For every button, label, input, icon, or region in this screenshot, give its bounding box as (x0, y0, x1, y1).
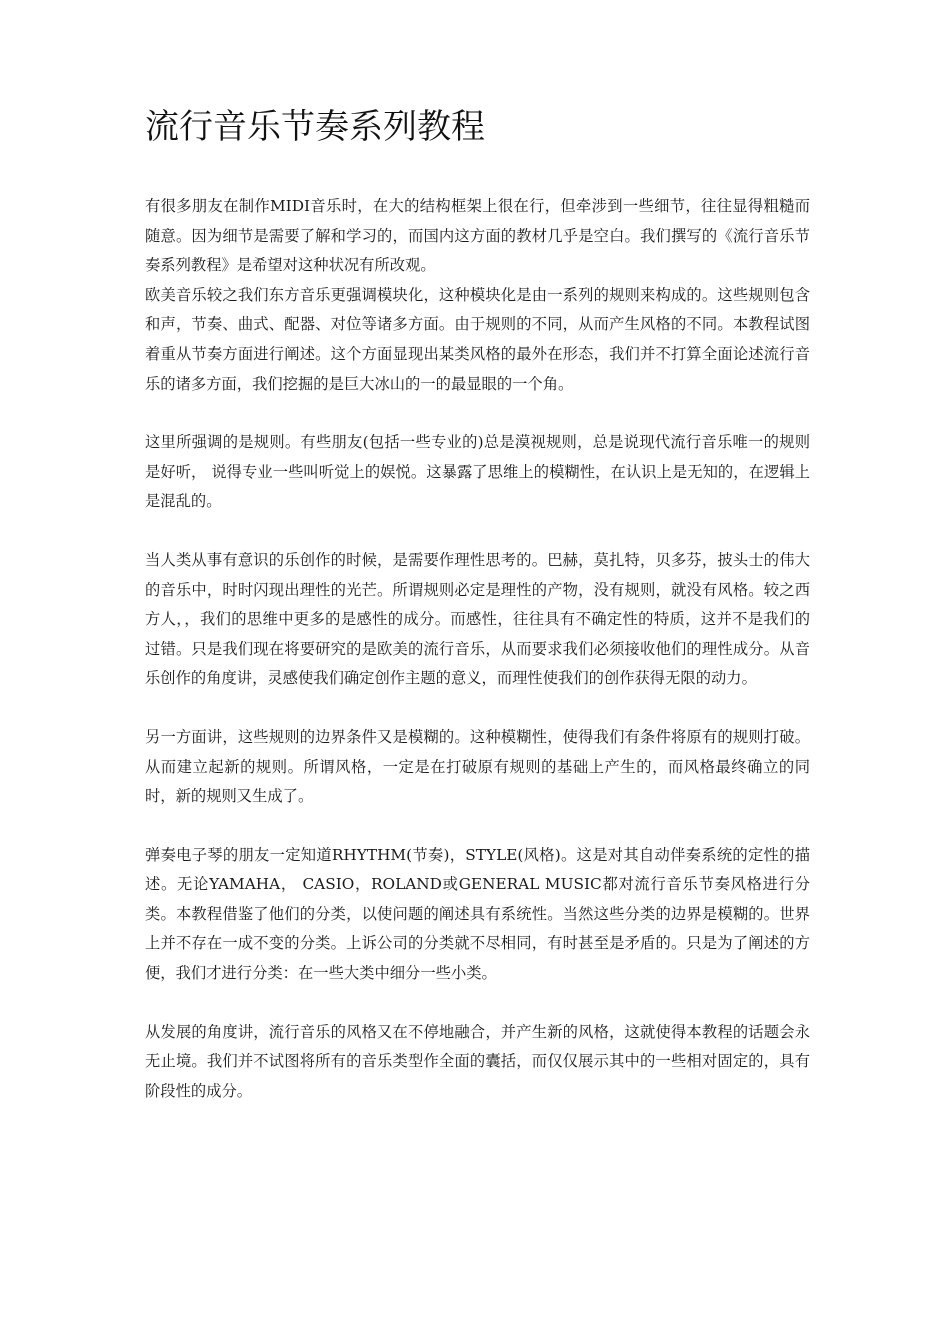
paragraph-boundaries: 另一方面讲，这些规则的边界条件又是模糊的。这种模糊性，使得我们有条件将原有的规则打破。从而建立起新的规则。所谓风格，一定是在打破原有规则的基础上产生的，而风格最终确立的同时，新的规则又生成了。 (145, 727, 810, 806)
paragraph-development: 从发展的角度讲，流行音乐的风格又在不停地融合，并产生新的风格，这就使得本教程的话题会永无止境。我们并不试图将所有的音乐类型作全面的囊括，而仅仅展示其中的一些相对固定的，具有阶段性的成分。 (145, 1022, 810, 1100)
page-title: 流行音乐节奏系列教程 (145, 107, 485, 147)
paragraph-classification: 弹奏电子琴的朋友一定知道RHYTHM(节奏)，STYLE(风格)。这是对其自动伴奏系统的定性的描述。无论YAMAHA， CASIO，ROLAND或GENERAL MUSIC都对流行音乐节奏风格进行分类。本教程借鉴了他们的分类，以使问题的阐述具有系统性。当然这些分类的边界是模糊的。世界上并不存在一成不变的分类。上诉公司的分类就不尽相同，有时甚至是矛盾的。只是为了阐述的方便，我们才进行分类：在一些大类中细分一些小类。 (145, 845, 810, 983)
paragraph-rationality: 当人类从事有意识的乐创作的时候，是需要作理性思考的。巴赫，莫扎特，贝多芬，披头士的伟大的音乐中，时时闪现出理性的光芒。所谓规则必定是理性的产物，没有规则，就没有风格。较之西方人，，我们的思维中更多的是感性的成分。而感性，往往具有不确定性的特质，这并不是我们的过错。只是我们现在将要研究的是欧美的流行音乐，从而要求我们必须接收他们的理性成分。从音乐创作的角度讲，灵感使我们确定创作主题的意义，而理性使我们的创作获得无限的动力。 (145, 550, 810, 688)
paragraph-rules: 这里所强调的是规则。有些朋友(包括一些专业的)总是漠视规则，总是说现代流行音乐唯一的规则是好听， 说得专业一些叫听觉上的娱悦。这暴露了思维上的模糊性，在认识上是无知的，在逻辑上是混乱的。 (145, 433, 810, 511)
paragraph-modularity: 欧美音乐较之我们东方音乐更强调模块化，这种模块化是由一系列的规则来构成的。这些规则包含和声，节奏、曲式、配器、对位等诸多方面。由于规则的不同，从而产生风格的不同。本教程试图着重从节奏方面进行阐述。这个方面显现出某类风格的最外在形态，我们并不打算全面论述流行音乐的诸多方面，我们挖掘的是巨大冰山的一的最显眼的一个角。 (145, 285, 810, 393)
paragraph-intro: 有很多朋友在制作MIDI音乐时，在大的结构框架上很在行，但牵涉到一些细节，往往显得粗糙而随意。因为细节是需要了解和学习的，而国内这方面的教材几乎是空白。我们撰写的《流行音乐节奏系列教程》是希望对这种状况有所改观。 (145, 197, 810, 275)
document-body (145, 192, 810, 1106)
